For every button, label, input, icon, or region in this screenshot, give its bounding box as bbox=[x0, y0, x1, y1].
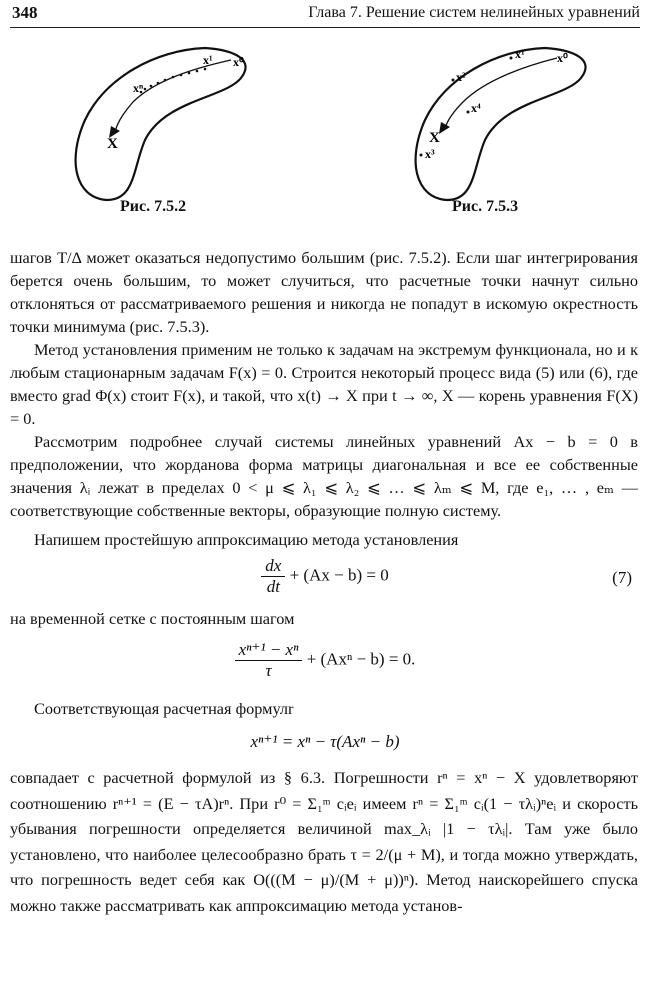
label-x1: x¹ bbox=[515, 47, 525, 61]
text-block-4 bbox=[10, 765, 638, 918]
paragraph-4: Напишем простейшую аппроксимацию метода установления bbox=[34, 530, 459, 549]
region-outline bbox=[76, 48, 246, 200]
eq-discrete-numerator: xⁿ⁺¹ − xⁿ bbox=[235, 640, 303, 661]
equation-formula bbox=[0, 732, 650, 758]
eq7-fraction bbox=[261, 556, 285, 597]
eq-discrete-fraction bbox=[235, 640, 303, 681]
label-x4: x⁴ bbox=[471, 101, 481, 115]
trajectory-arrow bbox=[439, 122, 450, 134]
point-x2 bbox=[452, 79, 455, 82]
page-header bbox=[10, 3, 640, 28]
paragraph-7: совпадает с расчетной формулой из § 6.3. Погрешности rⁿ = xⁿ − X удовлетворяют соотношению rⁿ⁺¹ = (E − τA)rⁿ. При r⁰ = Σ₁ᵐ cᵢeᵢ имеем rⁿ = Σ₁ᵐ cᵢ(1 − τλᵢ)ⁿeᵢ и скорость убывания погрешности определяется величиной max_λᵢ |1 − τλᵢ|. Там уже было установлено, что наиболее целесообразно брать τ = 2/(μ + M), и тогда можно утверждать, что погрешность ведет себя как O(((M − μ)/(M + μ))ⁿ). Метод наискорейшего спуска можно также рассматривать как аппроксимацию метода установ- bbox=[10, 768, 638, 915]
equation-7 bbox=[0, 556, 650, 602]
solution-trajectory bbox=[445, 58, 557, 128]
label-x2: x² bbox=[456, 70, 466, 84]
paragraph-3: Рассмотрим подробнее случай системы линейных уравнений Ax − b = 0 в предположении, что жорданова форма матрицы диагональная и все ее собственные значения λᵢ лежат в пределах 0 < μ ⩽ λ₁ ⩽ λ₂ ⩽ … ⩽ λₘ ⩽ M, где e₁, … , eₘ — соответствующие собственные векторы, образующие полную систему. bbox=[10, 432, 638, 520]
figure-7-5-3 bbox=[385, 40, 625, 215]
label-x3: x³ bbox=[425, 147, 435, 161]
label-X: X bbox=[107, 136, 118, 152]
caption-7-5-3: Рис. 7.5.3 bbox=[452, 198, 519, 215]
eq-discrete-denominator: τ bbox=[265, 661, 272, 680]
page-number: 348 bbox=[12, 3, 38, 22]
paragraph-5: на временной сетке с постоянным шагом bbox=[10, 609, 295, 628]
eq7-label: (7) bbox=[612, 568, 632, 587]
figure-7-5-2-drawing bbox=[45, 40, 285, 215]
eq7-rest: + (Ax − b) = 0 bbox=[289, 565, 389, 585]
label-x0: x⁰ bbox=[557, 51, 568, 65]
caption-7-5-2: Рис. 7.5.2 bbox=[120, 198, 187, 215]
paragraph-6: Соответствующая расчетная формулr bbox=[34, 699, 294, 718]
text-block-1 bbox=[10, 246, 638, 551]
figure-7-5-3-drawing bbox=[385, 40, 625, 215]
eq7-numerator: dx bbox=[261, 556, 285, 577]
label-X: X bbox=[429, 130, 440, 146]
formula-text: xⁿ⁺¹ = xⁿ − τ(Axⁿ − b) bbox=[250, 732, 400, 751]
point-x3 bbox=[420, 154, 423, 157]
label-x0: x⁰ bbox=[233, 55, 244, 69]
eq-discrete-rest: + (Axⁿ − b) = 0. bbox=[306, 649, 416, 669]
paragraph-2: Метод установления применим не только к задачам на экстремум функционала, но и к любым стационарным задачам F(x) = 0. Строится некоторый процесс вида (5) или (6), где вместо grad Φ(x) стоит F(x), и такой, что x(t) → X при t → ∞, X — корень уравнения F(X) = 0. bbox=[10, 340, 638, 428]
point-x4 bbox=[467, 111, 470, 114]
figure-7-5-2 bbox=[45, 40, 285, 215]
paragraph-1: шагов T/Δ может оказаться недопустимо большим (рис. 7.5.2). Если шаг интегрирования берется очень большим, то может случиться, что расчетные точки начнут сильно отклоняться от рассматриваемого решения и никогда не попадут в искомую окрестность точки минимума (рис. 7.5.3). bbox=[10, 248, 638, 336]
label-xn: xⁿ bbox=[133, 81, 144, 95]
point-x1 bbox=[510, 57, 513, 60]
label-x1: x¹ bbox=[203, 53, 213, 67]
eq7-denominator: dt bbox=[266, 577, 280, 596]
text-block-2 bbox=[10, 607, 638, 630]
chapter-title: Глава 7. Решение систем нелинейных уравнений bbox=[308, 4, 640, 21]
equation-discrete bbox=[0, 640, 650, 690]
text-block-3 bbox=[10, 697, 638, 720]
